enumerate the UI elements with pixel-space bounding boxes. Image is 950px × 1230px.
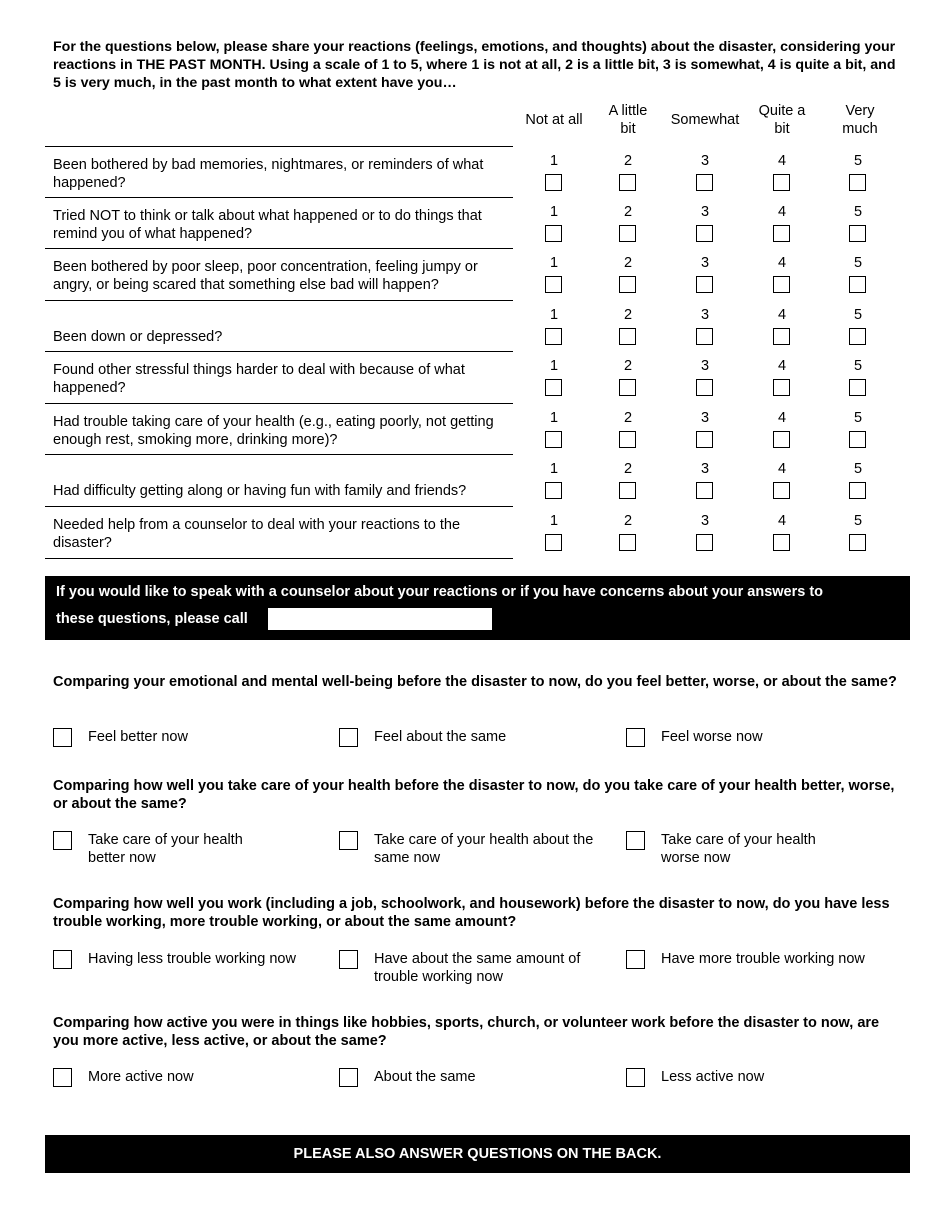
rating-checkbox[interactable]	[619, 276, 636, 293]
scale-number: 1	[549, 255, 559, 271]
scale-number: 2	[623, 513, 633, 529]
rating-checkbox[interactable]	[773, 174, 790, 191]
scale-number: 3	[700, 255, 710, 271]
rating-checkbox[interactable]	[849, 379, 866, 396]
rating-checkbox[interactable]	[545, 276, 562, 293]
rating-checkbox[interactable]	[849, 225, 866, 242]
rating-checkbox[interactable]	[619, 174, 636, 191]
option-label: Feel about the same	[374, 729, 507, 745]
rating-checkbox[interactable]	[849, 328, 866, 345]
option-label: More active now	[88, 1069, 194, 1085]
question-text: Needed help from a counselor to deal with your reactions to the disaster?	[53, 517, 461, 551]
scale-number: 5	[853, 153, 863, 169]
scale-number: 1	[549, 307, 559, 323]
scale-number: 1	[549, 153, 559, 169]
scale-number: 5	[853, 461, 863, 477]
scale-header-4: Quite a bit	[758, 103, 806, 137]
comparison-question: Comparing how well you take care of your health before the disaster to now, do you take care of your health better, worse, or about the same?	[53, 778, 895, 812]
option-checkbox[interactable]	[626, 728, 645, 747]
option-checkbox[interactable]	[53, 1068, 72, 1087]
question-row	[45, 454, 513, 506]
scale-header-1: Not at all	[525, 112, 583, 128]
question-row	[45, 300, 513, 352]
rating-checkbox[interactable]	[545, 225, 562, 242]
scale-number: 1	[549, 204, 559, 220]
question-row	[45, 351, 513, 403]
scale-number: 4	[777, 153, 787, 169]
option-label: About the same	[374, 1069, 476, 1085]
question-row	[45, 403, 513, 455]
option-checkbox[interactable]	[626, 950, 645, 969]
rating-checkbox[interactable]	[619, 379, 636, 396]
instructions-text: For the questions below, please share your reactions (feelings, emotions, and thoughts) about the disaster, considering your reactions in THE PAST MONTH. Using a scale of 1 to 5, where 1 is not at all, 2 is a little bit, 3 is somewhat, 4 is quite a bit, and 5 is very much, in the past month to what extent have you…	[53, 39, 896, 91]
option-label: Take care of your health about the same now	[374, 832, 594, 866]
scale-number: 4	[777, 255, 787, 271]
scale-number: 3	[700, 153, 710, 169]
rating-checkbox[interactable]	[849, 534, 866, 551]
scale-number: 2	[623, 307, 633, 323]
rating-checkbox[interactable]	[619, 328, 636, 345]
rating-checkbox[interactable]	[619, 225, 636, 242]
scale-number: 4	[777, 513, 787, 529]
rating-checkbox[interactable]	[696, 225, 713, 242]
scale-number: 1	[549, 358, 559, 374]
scale-number: 1	[549, 461, 559, 477]
rating-checkbox[interactable]	[545, 534, 562, 551]
comparison-question: Comparing how active you were in things like hobbies, sports, church, or volunteer work before the disaster to now, are you more active, less active, or about the same?	[53, 1015, 880, 1049]
phone-number-field[interactable]	[268, 608, 492, 630]
rating-checkbox[interactable]	[773, 328, 790, 345]
question-text: Found other stressful things harder to deal with because of what happened?	[53, 362, 465, 396]
counselor-banner-line1: If you would like to speak with a counselor about your reactions or if you have concerns about your answers to	[56, 584, 824, 600]
option-label: Having less trouble working now	[88, 951, 296, 967]
rating-checkbox[interactable]	[545, 174, 562, 191]
rating-checkbox[interactable]	[773, 225, 790, 242]
rating-checkbox[interactable]	[545, 379, 562, 396]
rating-checkbox[interactable]	[619, 534, 636, 551]
option-checkbox[interactable]	[53, 728, 72, 747]
rating-checkbox[interactable]	[773, 534, 790, 551]
scale-header-5: Very much	[842, 103, 878, 137]
scale-number: 3	[700, 410, 710, 426]
scale-number: 1	[549, 410, 559, 426]
question-text: Been bothered by poor sleep, poor concentration, feeling jumpy or angry, or being scared that something else bad will happen?	[53, 259, 478, 293]
rating-checkbox[interactable]	[545, 431, 562, 448]
scale-header-3: Somewhat	[670, 112, 740, 128]
option-checkbox[interactable]	[339, 1068, 358, 1087]
scale-number: 3	[700, 461, 710, 477]
scale-number: 5	[853, 307, 863, 323]
option-checkbox[interactable]	[626, 1068, 645, 1087]
rating-checkbox[interactable]	[849, 482, 866, 499]
scale-number: 1	[549, 513, 559, 529]
scale-number: 2	[623, 410, 633, 426]
question-text: Had difficulty getting along or having fun with family and friends?	[53, 483, 467, 499]
rating-checkbox[interactable]	[696, 379, 713, 396]
rating-checkbox[interactable]	[773, 482, 790, 499]
scale-number: 3	[700, 307, 710, 323]
scale-number: 2	[623, 358, 633, 374]
rating-checkbox[interactable]	[773, 431, 790, 448]
scale-number: 2	[623, 255, 633, 271]
rating-checkbox[interactable]	[545, 328, 562, 345]
option-label: Take care of your health better now	[88, 832, 243, 866]
scale-number: 3	[700, 513, 710, 529]
scale-number: 5	[853, 513, 863, 529]
scale-number: 3	[700, 358, 710, 374]
question-row	[45, 248, 513, 300]
option-checkbox[interactable]	[626, 831, 645, 850]
footer-banner: PLEASE ALSO ANSWER QUESTIONS ON THE BACK.	[45, 1135, 910, 1173]
rating-checkbox[interactable]	[773, 379, 790, 396]
rating-checkbox[interactable]	[619, 482, 636, 499]
rating-checkbox[interactable]	[696, 534, 713, 551]
option-label: Feel worse now	[661, 729, 763, 745]
scale-header-2: A little bit	[608, 103, 648, 137]
option-label: Have about the same amount of trouble working now	[374, 951, 581, 985]
question-text: Had trouble taking care of your health (e.g., eating poorly, not getting enough rest, smoking more, drinking more)?	[53, 414, 494, 448]
scale-number: 5	[853, 255, 863, 271]
question-row	[45, 197, 513, 249]
scale-number: 4	[777, 358, 787, 374]
scale-number: 4	[777, 307, 787, 323]
question-text: Tried NOT to think or talk about what happened or to do things that remind you of what happened?	[53, 208, 482, 242]
comparison-question: Comparing how well you work (including a job, schoolwork, and housework) before the disaster to now, do you have less trouble working, more trouble working, or about the same amount?	[53, 896, 890, 930]
rating-checkbox[interactable]	[849, 276, 866, 293]
rating-checkbox[interactable]	[696, 431, 713, 448]
rating-checkbox[interactable]	[696, 276, 713, 293]
question-row	[45, 506, 513, 559]
scale-number: 3	[700, 204, 710, 220]
rating-checkbox[interactable]	[696, 174, 713, 191]
option-label: Have more trouble working now	[661, 951, 865, 967]
scale-number: 5	[853, 410, 863, 426]
counselor-banner-line2: these questions, please call	[56, 611, 248, 627]
question-row	[45, 146, 513, 198]
option-label: Less active now	[661, 1069, 765, 1085]
scale-number: 4	[777, 410, 787, 426]
scale-number: 2	[623, 461, 633, 477]
rating-checkbox[interactable]	[696, 328, 713, 345]
rating-checkbox[interactable]	[619, 431, 636, 448]
scale-number: 2	[623, 204, 633, 220]
scale-number: 4	[777, 204, 787, 220]
scale-number: 5	[853, 358, 863, 374]
scale-number: 2	[623, 153, 633, 169]
rating-checkbox[interactable]	[849, 174, 866, 191]
option-checkbox[interactable]	[53, 831, 72, 850]
option-checkbox[interactable]	[339, 728, 358, 747]
rating-checkbox[interactable]	[773, 276, 790, 293]
question-text: Been down or depressed?	[53, 329, 223, 345]
scale-number: 5	[853, 204, 863, 220]
option-checkbox[interactable]	[339, 831, 358, 850]
option-label: Feel better now	[88, 729, 188, 745]
scale-number: 4	[777, 461, 787, 477]
rating-checkbox[interactable]	[696, 482, 713, 499]
option-checkbox[interactable]	[339, 950, 358, 969]
question-text: Been bothered by bad memories, nightmares, or reminders of what happened?	[53, 157, 484, 191]
option-checkbox[interactable]	[53, 950, 72, 969]
rating-checkbox[interactable]	[545, 482, 562, 499]
comparison-question: Comparing your emotional and mental well-being before the disaster to now, do you feel better, worse, or about the same?	[53, 674, 897, 690]
option-label: Take care of your health worse now	[661, 832, 816, 866]
rating-checkbox[interactable]	[849, 431, 866, 448]
